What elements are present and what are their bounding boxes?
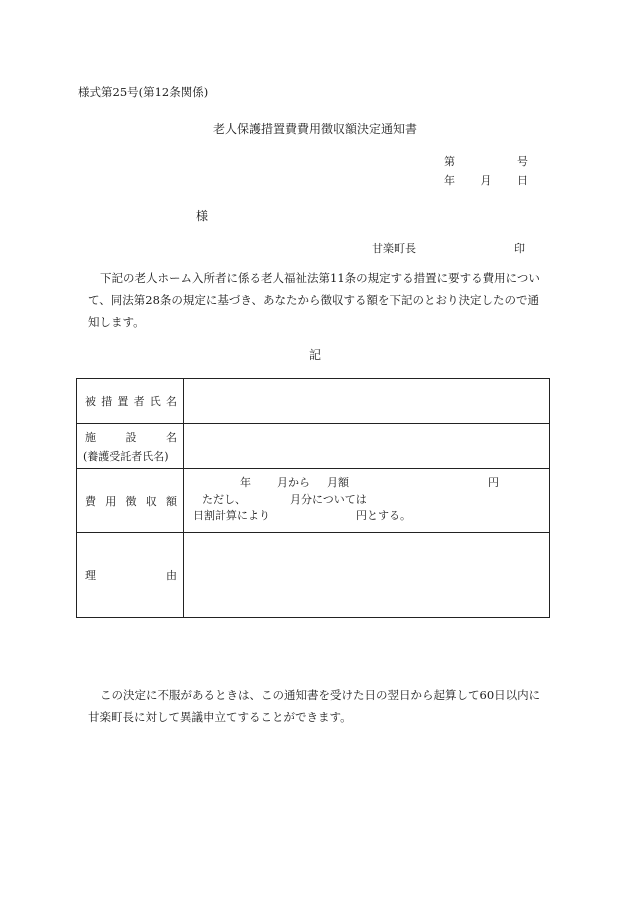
fee-month-from: 月から [277, 476, 310, 489]
label-char: 用 [105, 494, 117, 508]
table-row [77, 379, 550, 424]
fee-text-block [184, 469, 549, 532]
fee-however: ただし、 [202, 493, 246, 506]
document-number-line [444, 153, 528, 169]
sender-name: 甘楽町長 [372, 242, 416, 255]
label-char: 収 [145, 494, 157, 508]
label-cell [77, 533, 184, 618]
number-suffix: 号 [517, 155, 528, 168]
label-char: 名 [165, 395, 177, 408]
table-row [77, 533, 550, 618]
label-char: 施 [85, 430, 96, 444]
fee-yen-total: 円とする。 [356, 509, 411, 522]
value-cell-facility-name[interactable] [184, 424, 550, 469]
fee-month-part: 月分については [290, 493, 367, 506]
label-cell [77, 379, 184, 424]
date-day: 日 [517, 174, 528, 187]
appeal-line: 甘楽町長に対して異議申立てすることができます。 [88, 710, 352, 724]
table-row [77, 469, 550, 533]
row-label-facility-name [85, 429, 177, 445]
label-cell [77, 424, 184, 469]
value-cell-reason[interactable] [184, 533, 550, 618]
appeal-line: この決定に不服があるときは、この通知書を受けた日の翌日から起算して60日以内に [100, 688, 541, 702]
intro-line: 知します。 [88, 315, 145, 329]
intro-line: 下記の老人ホーム入所者に係る老人福祉法第11条の規定する措置に要する費用につい [100, 271, 540, 285]
ki-heading: 記 [308, 348, 321, 362]
row-label-fee-amount [85, 493, 177, 509]
date-line [444, 172, 528, 188]
seal-mark: 印 [514, 242, 525, 255]
label-char: 名 [166, 430, 177, 444]
form-number: 様式第25号(第12条関係) [78, 85, 209, 99]
label-char: 設 [125, 430, 137, 444]
date-year: 年 [444, 174, 455, 187]
fee-year: 年 [240, 476, 251, 489]
addressee-honorific: 様 [196, 209, 209, 223]
table-row [77, 424, 550, 469]
label-char: 者 [133, 395, 145, 408]
label-char: 置 [117, 395, 129, 408]
label-char: 費 [85, 494, 96, 508]
label-char: 理 [85, 569, 96, 582]
details-table [76, 378, 550, 618]
appeal-notice [82, 684, 552, 728]
value-cell-recipient-name[interactable] [184, 379, 550, 424]
value-cell-fee-amount[interactable] [184, 469, 550, 533]
document-title: 老人保護措置費費用徴収額決定通知書 [212, 122, 417, 136]
label-char: 措 [101, 395, 113, 408]
row-label-facility-sub: (養護受託者氏名) [83, 449, 169, 463]
label-char: 由 [166, 569, 177, 582]
intro-line: て、同法第28条の規定に基づき、あなたから徴収する額を下記のとおり決定したので通 [88, 293, 539, 307]
intro-paragraph [82, 267, 552, 333]
fee-yen: 円 [488, 476, 499, 489]
label-char: 被 [85, 395, 96, 408]
date-month: 月 [480, 174, 492, 187]
label-char: 氏 [149, 395, 161, 408]
fee-daily: 日割計算により [193, 509, 270, 522]
row-label-recipient-name [85, 393, 177, 409]
row-label-reason [85, 567, 177, 583]
label-char: 徴 [125, 494, 137, 508]
label-char: 額 [166, 494, 177, 508]
number-prefix: 第 [444, 155, 455, 168]
label-cell [77, 469, 184, 533]
fee-monthly: 月額 [327, 476, 349, 489]
